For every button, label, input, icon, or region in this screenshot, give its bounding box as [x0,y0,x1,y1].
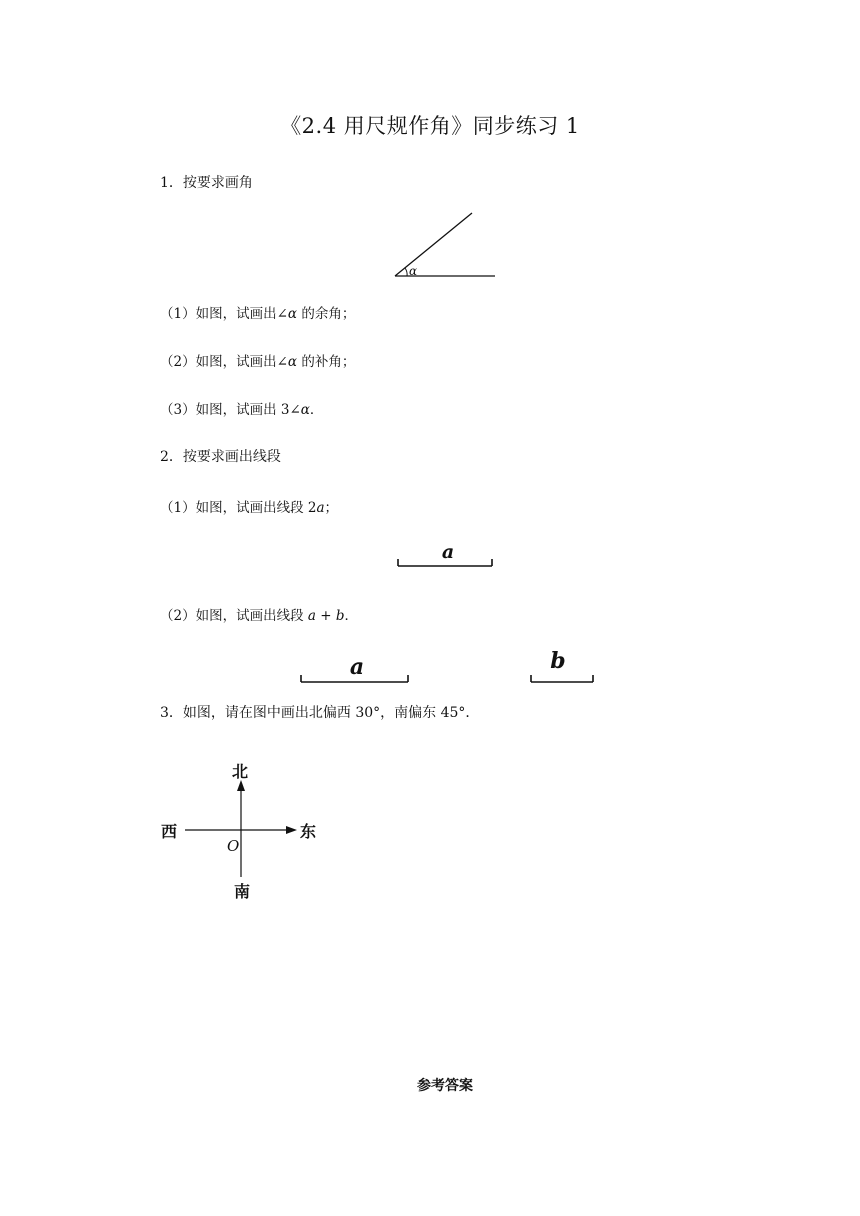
question-2-text: 2．按要求画出线段 [160,449,281,465]
north-arrowhead [237,780,245,791]
compass-origin-label: O [227,837,240,855]
question-3-text: 3．如图，请在图中画出北偏西 30°，南偏东 45°． [160,705,480,721]
question-1-item-1 [160,302,355,322]
q1-item1-prefix: （1）如图，试画出∠ [160,306,288,322]
compass-south-label: 南 [234,882,251,901]
angle-arc [405,268,407,276]
q1-item3-suffix: ． [309,402,324,418]
question-2-item-2 [160,604,358,624]
q1-item2-suffix: 的补角； [297,354,356,370]
east-arrowhead [286,826,297,834]
segment-b-figure [527,646,599,688]
q1-item3-var: α [300,402,310,418]
angle-alpha-label: α [409,264,418,278]
question-1-item-3 [160,398,323,418]
compass-figure [155,755,335,905]
q2-item2-expr: a + b [307,608,345,624]
question-1-text: 1．按要求画角 [160,175,253,191]
segment-b-label: b [550,648,566,674]
question-2-item-1 [160,496,338,516]
q1-item1-var: α [287,306,298,322]
q2-item2-prefix: （2）如图，试画出线段 [160,608,308,624]
compass-north-label: 北 [232,762,249,781]
q1-item3-prefix: （3）如图，试画出 3∠ [160,402,301,418]
segment-a-label-2: a [349,654,365,680]
q1-item1-suffix: 的余角； [297,306,356,322]
answer-heading: 参考答案 [417,1078,473,1094]
q1-item2-prefix: （2）如图，试画出∠ [160,354,288,370]
q2-item1-suffix: ； [324,500,339,516]
q2-item2-suffix: ． [344,608,358,624]
angle-alpha-figure [390,205,505,285]
segment-a-label-1: a [441,541,455,563]
q2-item1-prefix: （1）如图，试画出线段 2 [160,500,317,516]
angle-upper-ray [395,213,472,276]
compass-west-label: 西 [161,822,178,841]
question-1-item-2 [160,350,355,370]
segment-a-figure-2 [297,652,413,688]
q1-item2-var: α [287,354,298,370]
compass-east-label: 东 [300,822,317,841]
page-title: 《2.4 用尺规作角》同步练习 1 [280,114,580,138]
q2-item1-var: a [316,500,325,516]
segment-a-figure-1 [394,538,498,574]
